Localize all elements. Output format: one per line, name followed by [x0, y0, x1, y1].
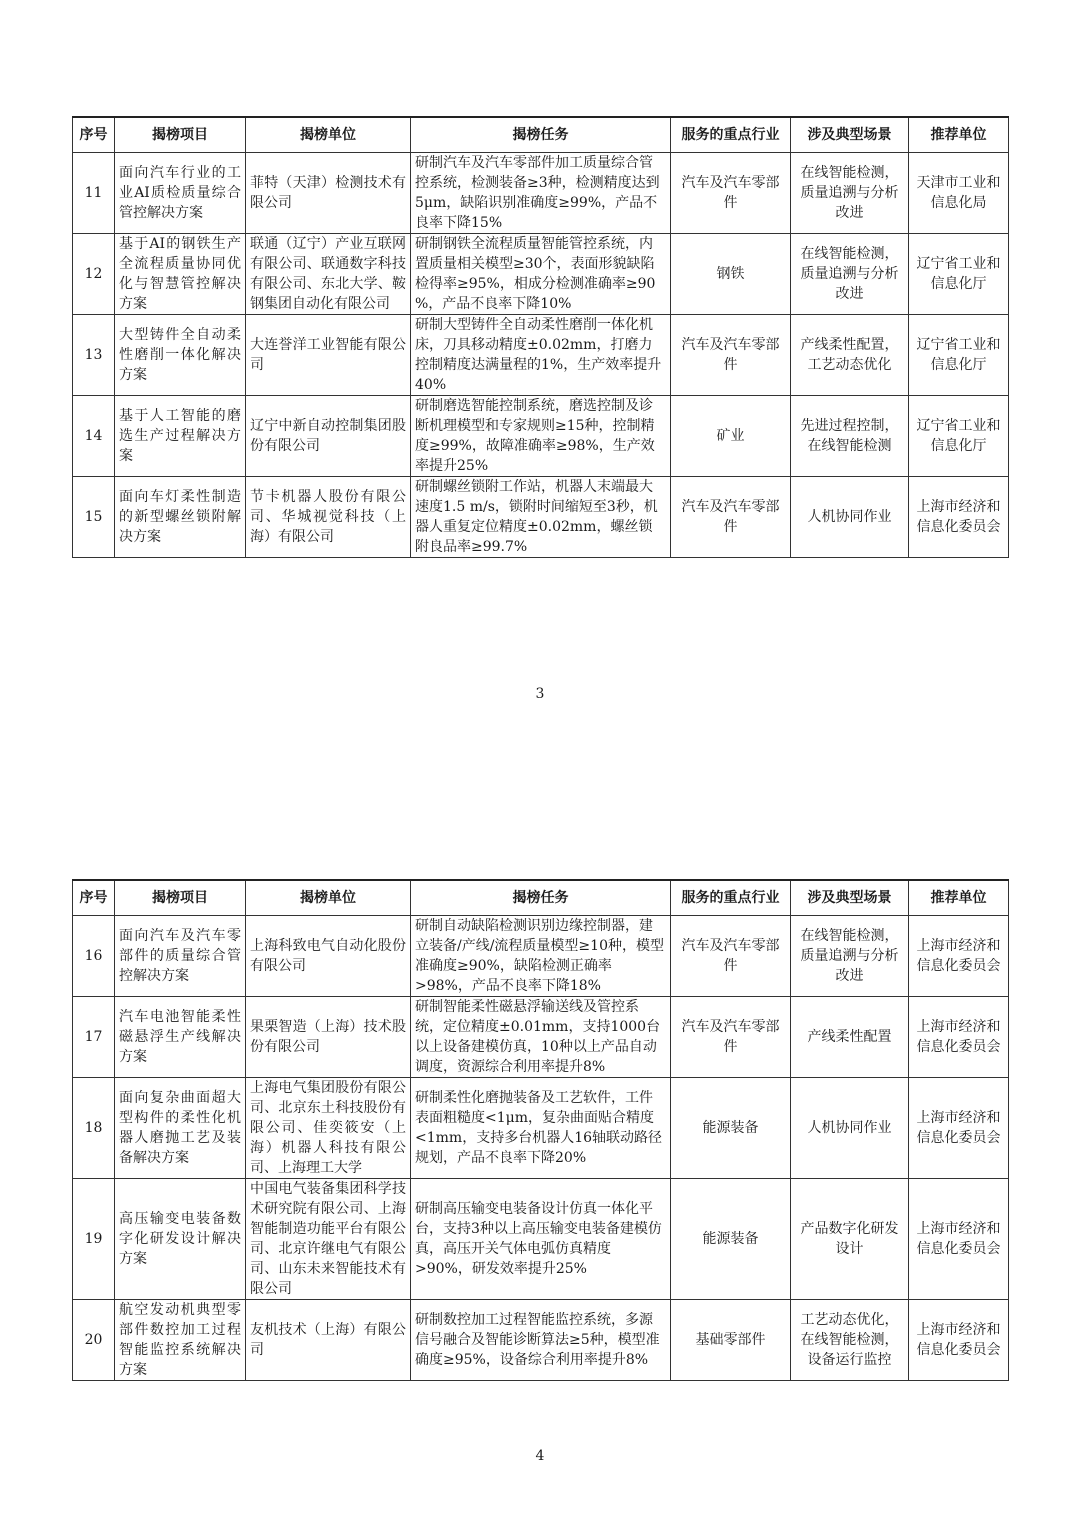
table-row [73, 234, 1009, 315]
row-recommender: 上海市经济和信息化委员会 [909, 916, 1009, 997]
header-unit: 揭榜单位 [246, 117, 411, 153]
row-recommender: 辽宁省工业和信息化厅 [909, 315, 1009, 396]
row-recommender: 辽宁省工业和信息化厅 [909, 234, 1009, 315]
row-unit: 联通（辽宁）产业互联网有限公司、联通数字科技有限公司、东北大学、鞍钢集团自动化有限公司 [246, 234, 411, 315]
row-no: 11 [73, 153, 115, 234]
row-industry: 能源装备 [671, 1078, 791, 1179]
row-recommender: 上海市经济和信息化委员会 [909, 1300, 1009, 1381]
row-industry: 汽车及汽车零部件 [671, 315, 791, 396]
header-project: 揭榜项目 [115, 117, 246, 153]
row-unit: 大连誉洋工业智能有限公司 [246, 315, 411, 396]
row-industry: 能源装备 [671, 1179, 791, 1300]
table-row [73, 916, 1009, 997]
table-row [73, 315, 1009, 396]
table-row [73, 1078, 1009, 1179]
page-number: 4 [535, 1448, 545, 1464]
row-unit: 友机技术（上海）有限公司 [246, 1300, 411, 1381]
row-project: 面向汽车及汽车零部件的质量综合管控解决方案 [115, 916, 246, 997]
table-row [73, 1300, 1009, 1381]
row-task: 研制柔性化磨抛装备及工艺软件，工件表面粗糙度<1μm，复杂曲面贴合精度<1mm，支持多台机器人16轴联动路径规划，产品不良率下降20% [411, 1078, 671, 1179]
row-project: 基于人工智能的磨选生产过程解决方案 [115, 396, 246, 477]
header-project: 揭榜项目 [115, 880, 246, 916]
row-scene: 人机协同作业 [791, 1078, 909, 1179]
row-scene: 在线智能检测，质量追溯与分析改进 [791, 153, 909, 234]
row-unit: 中国电气装备集团科学技术研究院有限公司、上海智能制造功能平台有限公司、北京许继电气有限公司、山东未来智能技术有限公司 [246, 1179, 411, 1300]
table-row [73, 396, 1009, 477]
header-no: 序号 [73, 117, 115, 153]
row-project: 高压输变电装备数字化研发设计解决方案 [115, 1179, 246, 1300]
row-no: 20 [73, 1300, 115, 1381]
project-table-page-4 [72, 879, 1009, 1381]
row-industry: 基础零部件 [671, 1300, 791, 1381]
table-header-row [73, 880, 1009, 916]
row-task: 研制数控加工过程智能监控系统，多源信号融合及智能诊断算法≥5种，模型准确度≥95%，设备综合利用率提升8% [411, 1300, 671, 1381]
row-no: 16 [73, 916, 115, 997]
row-no: 13 [73, 315, 115, 396]
row-no: 17 [73, 997, 115, 1078]
row-recommender: 上海市经济和信息化委员会 [909, 1078, 1009, 1179]
header-task: 揭榜任务 [411, 880, 671, 916]
row-project: 汽车电池智能柔性磁悬浮生产线解决方案 [115, 997, 246, 1078]
row-task: 研制高压输变电装备设计仿真一体化平台，支持3种以上高压输变电装备建模仿真，高压开关气体电弧仿真精度>90%，研发效率提升25% [411, 1179, 671, 1300]
row-no: 19 [73, 1179, 115, 1300]
header-industry: 服务的重点行业 [671, 880, 791, 916]
row-unit: 辽宁中新自动控制集团股份有限公司 [246, 396, 411, 477]
row-unit: 菲特（天津）检测技术有限公司 [246, 153, 411, 234]
header-industry: 服务的重点行业 [671, 117, 791, 153]
row-scene: 在线智能检测，质量追溯与分析改进 [791, 234, 909, 315]
row-unit: 上海科致电气自动化股份有限公司 [246, 916, 411, 997]
row-industry: 钢铁 [671, 234, 791, 315]
row-recommender: 上海市经济和信息化委员会 [909, 1179, 1009, 1300]
row-scene: 在线智能检测，质量追溯与分析改进 [791, 916, 909, 997]
table-row [73, 477, 1009, 558]
row-scene: 产品数字化研发设计 [791, 1179, 909, 1300]
header-recommender: 推荐单位 [909, 117, 1009, 153]
row-industry: 矿业 [671, 396, 791, 477]
row-task: 研制汽车及汽车零部件加工质量综合管控系统，检测装备≥3种，检测精度达到5μm，缺陷识别准确度≥99%，产品不良率下降15% [411, 153, 671, 234]
row-industry: 汽车及汽车零部件 [671, 153, 791, 234]
header-recommender: 推荐单位 [909, 880, 1009, 916]
row-project: 面向复杂曲面超大型构件的柔性化机器人磨抛工艺及装备解决方案 [115, 1078, 246, 1179]
row-no: 14 [73, 396, 115, 477]
row-no: 12 [73, 234, 115, 315]
row-project: 航空发动机典型零部件数控加工过程智能监控系统解决方案 [115, 1300, 246, 1381]
header-unit: 揭榜单位 [246, 880, 411, 916]
header-scene: 涉及典型场景 [791, 117, 909, 153]
table-row [73, 153, 1009, 234]
page-number: 3 [535, 686, 545, 702]
row-industry: 汽车及汽车零部件 [671, 997, 791, 1078]
table-row [73, 1179, 1009, 1300]
table-row [73, 997, 1009, 1078]
row-project: 大型铸件全自动柔性磨削一体化解决方案 [115, 315, 246, 396]
header-scene: 涉及典型场景 [791, 880, 909, 916]
row-unit: 果栗智造（上海）技术股份有限公司 [246, 997, 411, 1078]
row-industry: 汽车及汽车零部件 [671, 916, 791, 997]
row-scene: 产线柔性配置，工艺动态优化 [791, 315, 909, 396]
header-no: 序号 [73, 880, 115, 916]
row-task: 研制智能柔性磁悬浮输送线及管控系统，定位精度±0.01mm，支持1000台以上设备建模仿真，10种以上产品自动调度，资源综合利用率提升8% [411, 997, 671, 1078]
row-task: 研制大型铸件全自动柔性磨削一体化机床，刀具移动精度±0.02mm，打磨力控制精度达满量程的1%，生产效率提升40% [411, 315, 671, 396]
row-recommender: 天津市工业和信息化局 [909, 153, 1009, 234]
header-task: 揭榜任务 [411, 117, 671, 153]
row-recommender: 辽宁省工业和信息化厅 [909, 396, 1009, 477]
row-recommender: 上海市经济和信息化委员会 [909, 997, 1009, 1078]
table-header-row [73, 117, 1009, 153]
row-no: 15 [73, 477, 115, 558]
row-task: 研制钢铁全流程质量智能管控系统，内置质量相关模型≥30个，表面形貌缺陷检得率≥95%，相成分检测准确率≥90 %，产品不良率下降10% [411, 234, 671, 315]
row-industry: 汽车及汽车零部件 [671, 477, 791, 558]
row-project: 面向汽车行业的工业AI质检质量综合管控解决方案 [115, 153, 246, 234]
row-recommender: 上海市经济和信息化委员会 [909, 477, 1009, 558]
project-table-page-3 [72, 116, 1009, 558]
row-task: 研制螺丝锁附工作站，机器人末端最大速度1.5 m/s，锁附时间缩短至3秒，机器人重复定位精度±0.02mm，螺丝锁附良品率≥99.7% [411, 477, 671, 558]
row-project: 面向车灯柔性制造的新型螺丝锁附解决方案 [115, 477, 246, 558]
row-scene: 工艺动态优化，在线智能检测，设备运行监控 [791, 1300, 909, 1381]
row-scene: 产线柔性配置 [791, 997, 909, 1078]
row-task: 研制磨选智能控制系统，磨选控制及诊断机理模型和专家规则≥15种，控制精度≥99%，故障准确率≥98%，生产效率提升25% [411, 396, 671, 477]
row-task: 研制自动缺陷检测识别边缘控制器，建立装备/产线/流程质量模型≥10种，模型准确度≥90%，缺陷检测正确率>98%，产品不良率下降18% [411, 916, 671, 997]
row-project: 基于AI的钢铁生产全流程质量协同优化与智慧管控解决方案 [115, 234, 246, 315]
row-scene: 先进过程控制，在线智能检测 [791, 396, 909, 477]
row-scene: 人机协同作业 [791, 477, 909, 558]
row-unit: 节卡机器人股份有限公司、华城视觉科技（上海）有限公司 [246, 477, 411, 558]
row-no: 18 [73, 1078, 115, 1179]
row-unit: 上海电气集团股份有限公司、北京东土科技股份有限公司、佳奕筱安（上海）机器人科技有限公司、上海理工大学 [246, 1078, 411, 1179]
